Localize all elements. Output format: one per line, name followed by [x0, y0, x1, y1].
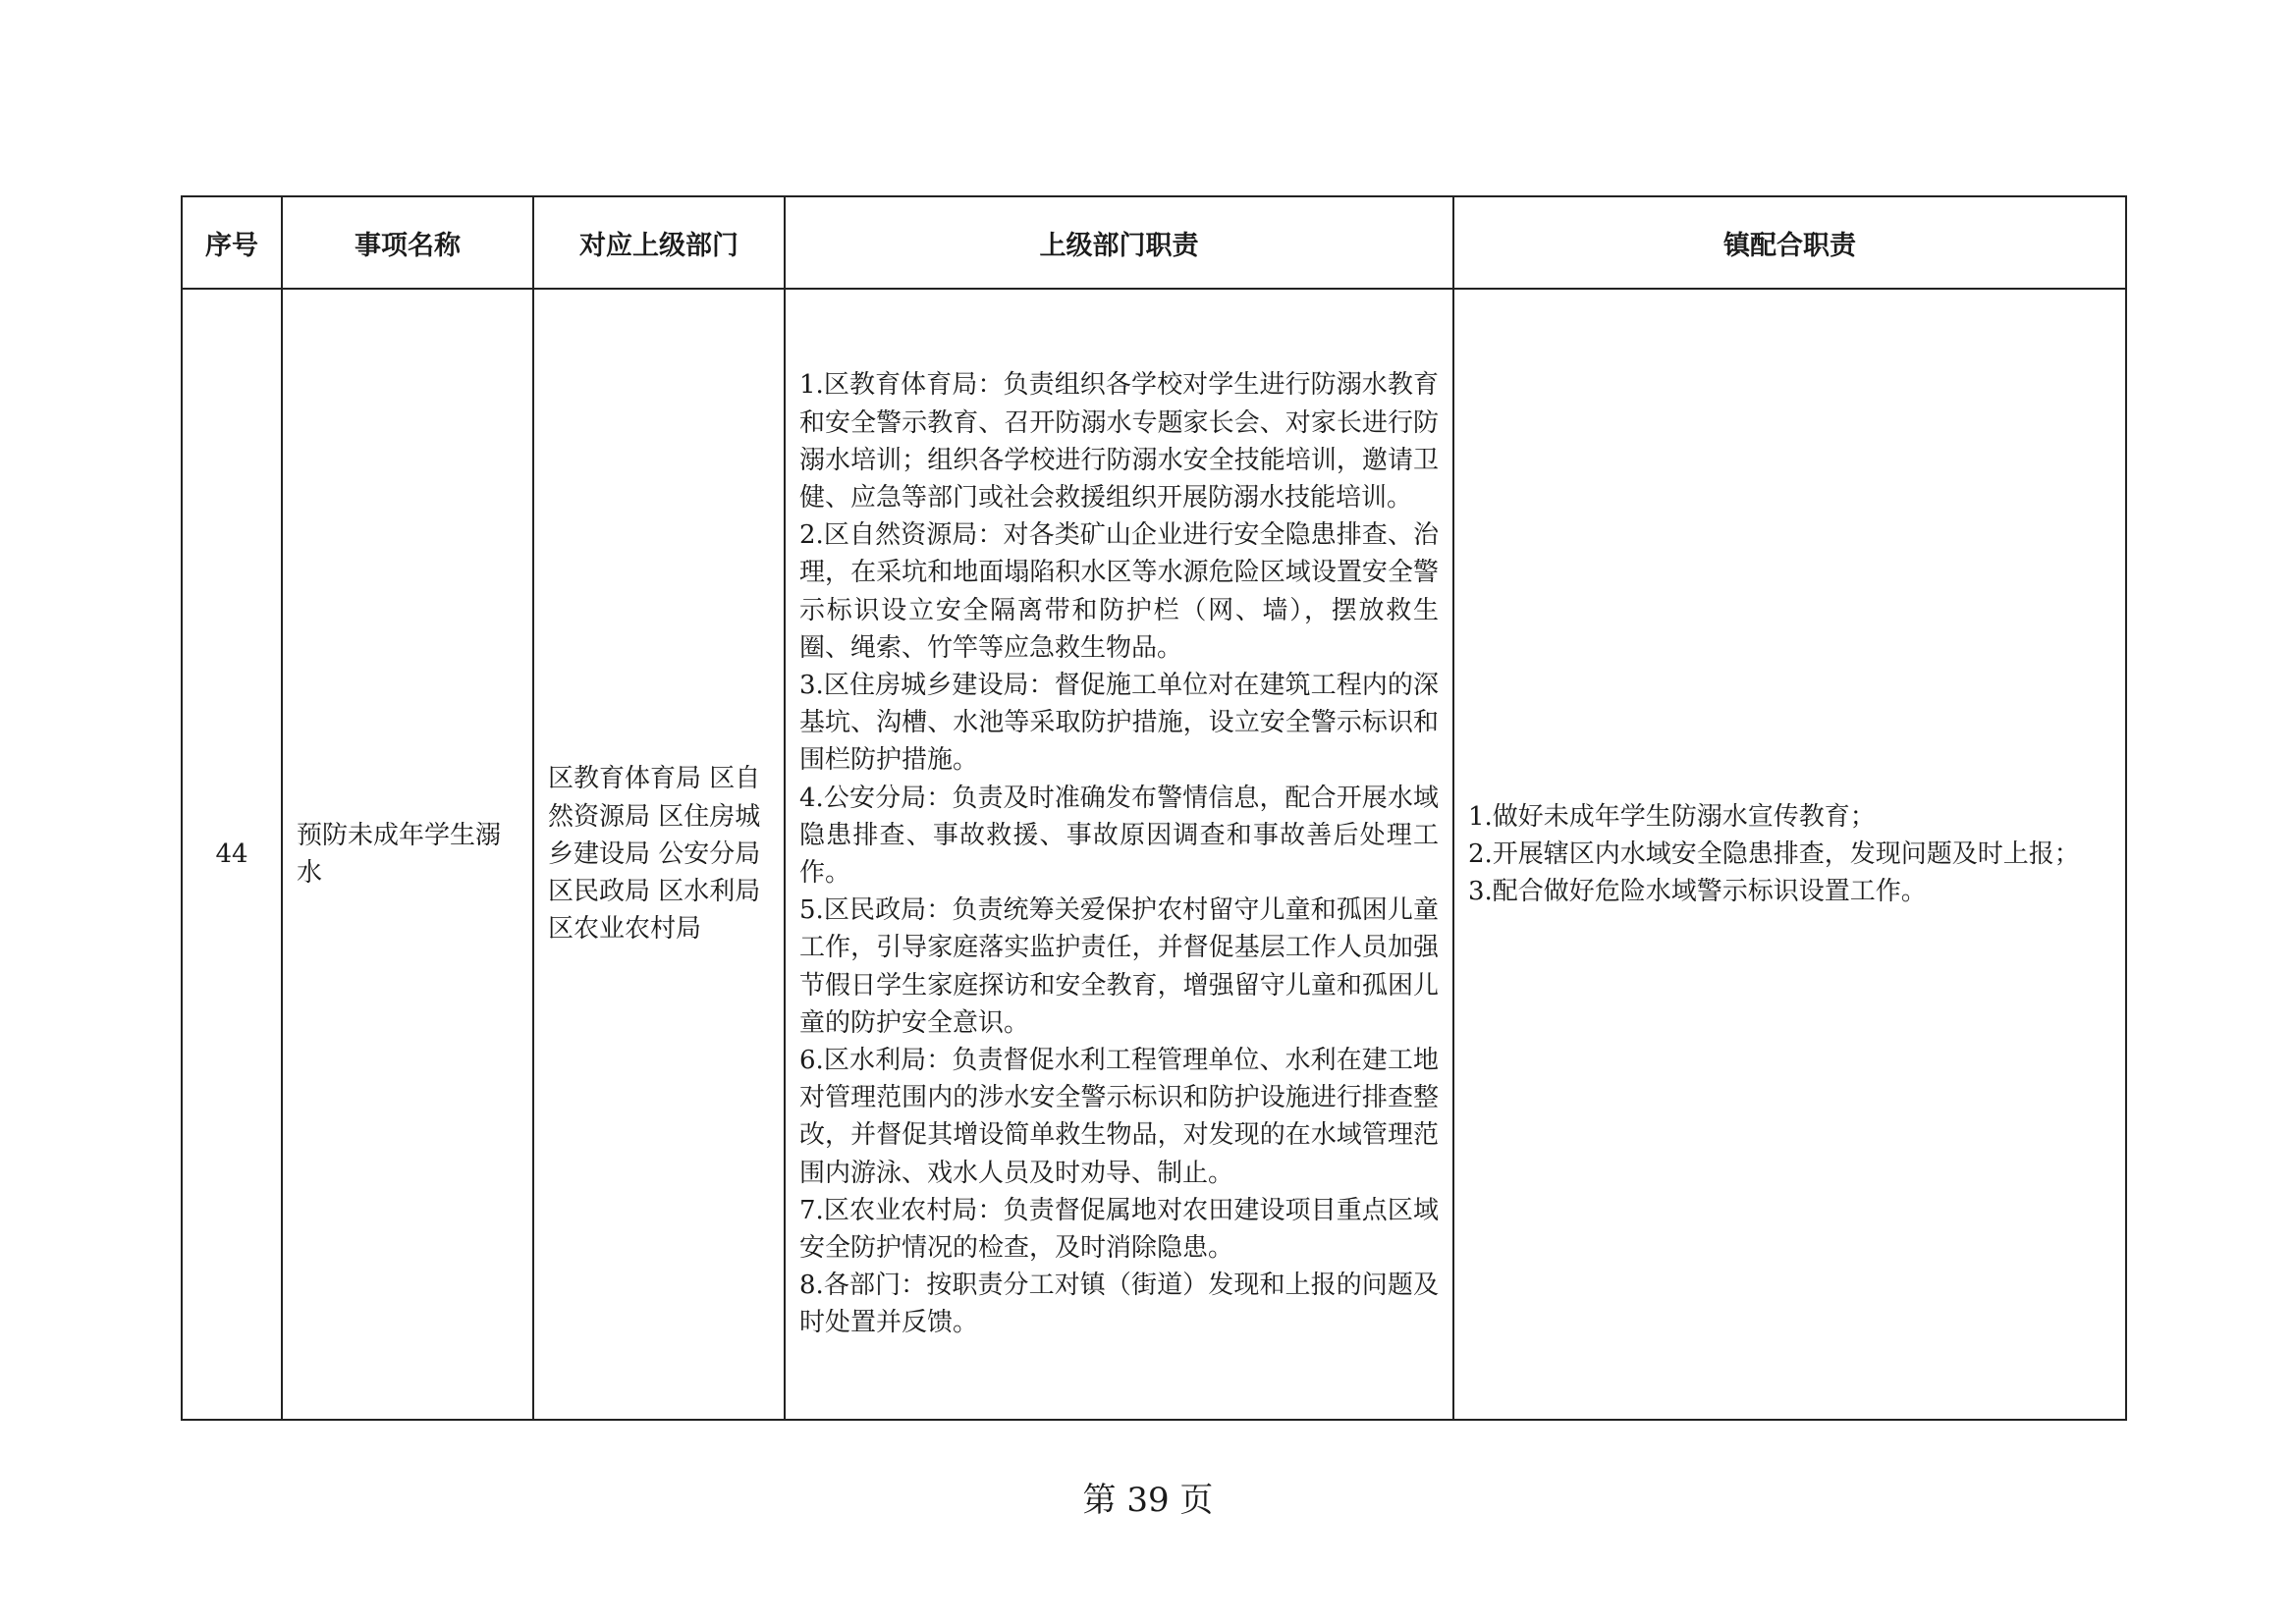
- cell-town-duties: [1453, 289, 2126, 1420]
- cell-upper-duties: [785, 289, 1453, 1420]
- cell-departments: 区教育体育局 区自然资源局 区住房城乡建设局 公安分局 区民政局 区水利局 区农业农村局: [533, 289, 785, 1420]
- upper-duty-item: 7.区农业农村局：负责督促属地对农田建设项目重点区域安全防护情况的检查，及时消除隐患。: [799, 1195, 1439, 1264]
- table-row: [182, 289, 2126, 1420]
- upper-duty-item: 2.区自然资源局：对各类矿山企业进行安全隐患排查、治理，在采坑和地面塌陷积水区等水源危险区域设置安全警示标识设立安全隔离带和防护栏（网、墙），摆放救生圈、绳索、竹竿等应急救生物品。: [799, 520, 1439, 663]
- cell-item-name: 预防未成年学生溺水: [282, 289, 533, 1420]
- upper-duty-item: 4.公安分局：负责及时准确发布警情信息，配合开展水域隐患排查、事故救援、事故原因调查和事故善后处理工作。: [799, 783, 1439, 888]
- town-duty-item: 3.配合做好危险水域警示标识设置工作。: [1468, 877, 1927, 907]
- header-town-duties: 镇配合职责: [1453, 196, 2126, 289]
- responsibility-table: [181, 195, 2127, 1421]
- upper-duty-item: 6.区水利局：负责督促水利工程管理单位、水利在建工地对管理范围内的涉水安全警示标识和防护设施进行排查整改，并督促其增设简单救生物品，对发现的在水域管理范围内游泳、戏水人员及时劝导、制止。: [799, 1046, 1439, 1188]
- town-duty-item: 1.做好未成年学生防溺水宣传教育；: [1468, 801, 1876, 832]
- header-item-name: 事项名称: [282, 196, 533, 289]
- upper-duty-item: 1.区教育体育局：负责组织各学校对学生进行防溺水教育和安全警示教育、召开防溺水专题家长会、对家长进行防溺水培训；组织各学校进行防溺水安全技能培训，邀请卫健、应急等部门或社会救援组织开展防溺水技能培训。: [799, 370, 1439, 513]
- upper-duty-item: 5.区民政局：负责统筹关爱保护农村留守儿童和孤困儿童工作，引导家庭落实监护责任，并督促基层工作人员加强节假日学生家庭探访和安全教育，增强留守儿童和孤困儿童的防护安全意识。: [799, 895, 1439, 1038]
- town-duty-item: 2.开展辖区内水域安全隐患排查，发现问题及时上报；: [1468, 839, 2080, 869]
- header-no: 序号: [182, 196, 282, 289]
- header-upper-duties: 上级部门职责: [785, 196, 1453, 289]
- upper-duty-item: 8.各部门：按职责分工对镇（街道）发现和上报的问题及时处置并反馈。: [799, 1271, 1439, 1338]
- header-departments: 对应上级部门: [533, 196, 785, 289]
- upper-duty-item: 3.区住房城乡建设局：督促施工单位对在建筑工程内的深基坑、沟槽、水池等采取防护措施，设立安全警示标识和围栏防护措施。: [799, 670, 1439, 776]
- page-number: 第 39 页: [1082, 1481, 1214, 1520]
- cell-no: 44: [182, 289, 282, 1420]
- table-header-row: [182, 196, 2126, 289]
